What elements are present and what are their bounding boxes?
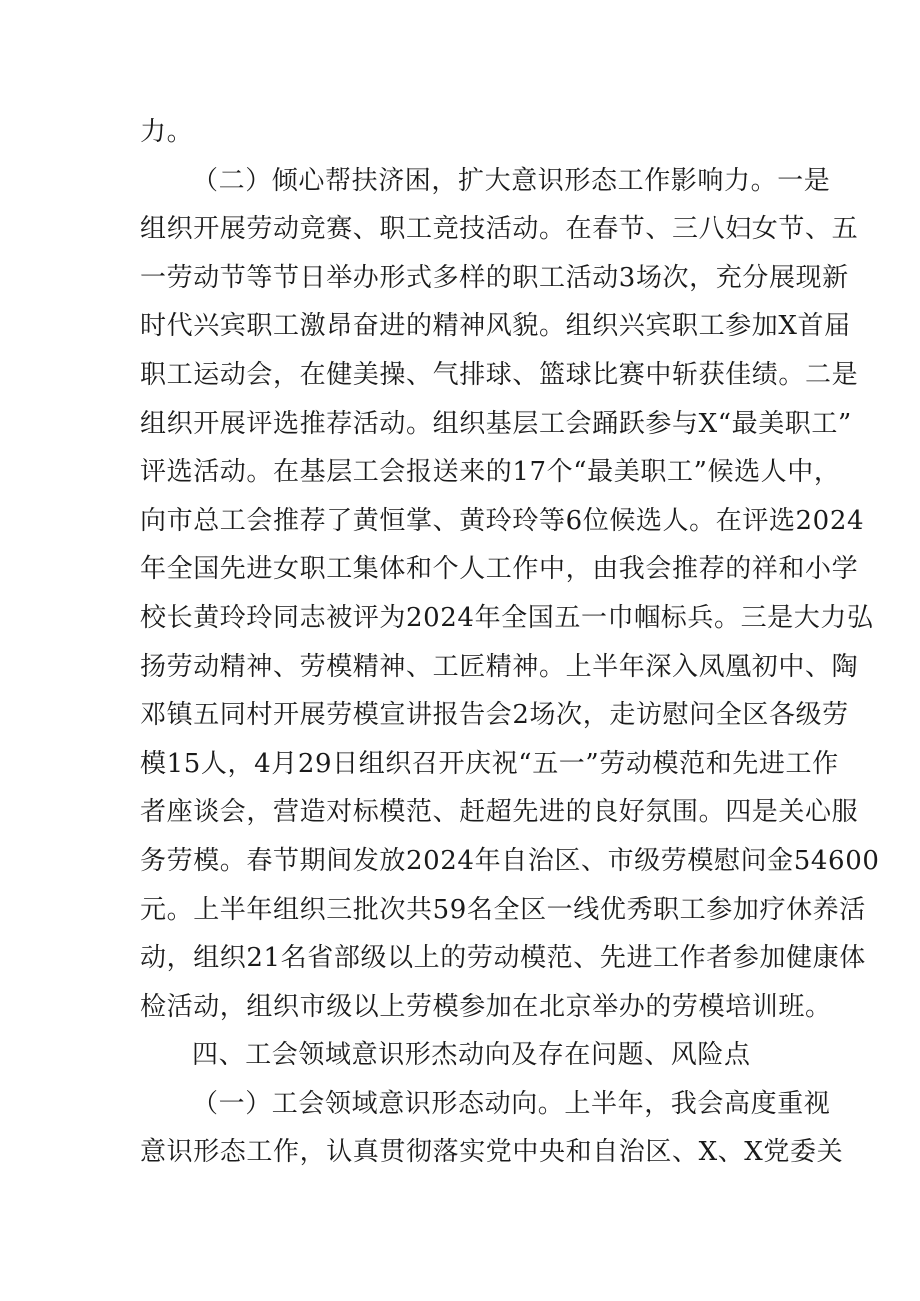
paragraph-start-line: （二）倾心帮扶济困，扩大意识形态工作影响力。一是 bbox=[192, 165, 831, 196]
text-line: 职工运动会，在健美操、气排球、篮球比赛中斩获佳绩。二是 bbox=[140, 359, 859, 390]
document-body bbox=[140, 108, 880, 1177]
text-line: 时代兴宾职工激昂奋进的精神风貌。组织兴宾职工参加X首届 bbox=[140, 311, 851, 342]
text-line: 模15人，4月29日组织召开庆祝“五一”劳动模范和先进工作 bbox=[140, 748, 839, 779]
text-line: 元。上半年组织三批次共59名全区一线优秀职工参加疗休养活 bbox=[140, 894, 866, 925]
text-line: 校长黄玲玲同志被评为2024年全国五一巾帼标兵。三是大力弘 bbox=[140, 602, 874, 633]
text-line: 务劳模。春节期间发放2024年自治区、市级劳模慰问金54600 bbox=[140, 845, 880, 876]
text-line: 组织开展评选推荐活动。组织基层工会踊跃参与X“最美职工” bbox=[140, 408, 852, 439]
text-line: 力。 bbox=[140, 117, 194, 147]
paragraph-start-line: （一）工会领域意识形态动向。上半年，我会高度重视 bbox=[192, 1088, 831, 1119]
text-line: 邓镇五同村开展劳模宣讲报告会2场次，走访慰问全区各级劳 bbox=[140, 700, 849, 731]
text-line: 组织开展劳动竞赛、职工竞技活动。在春节、三八妇女节、五 bbox=[140, 214, 859, 245]
section-heading: 四、工会领域意识形杰动向及存在问题、风险点 bbox=[192, 1040, 751, 1071]
text-line: 意识形态工作，认真贯彻落实党中央和自治区、X、X党委关 bbox=[140, 1137, 844, 1168]
text-line: 检活动，组织市级以上劳模参加在北京举办的劳模培训班。 bbox=[140, 991, 832, 1022]
text-line: 扬劳动精神、劳模精神、工匠精神。上半年深入凤凰初中、陶 bbox=[140, 651, 859, 682]
text-line: 一劳动节等节日举办形式多样的职工活动3场次，充分展现新 bbox=[140, 262, 849, 293]
text-line: 评选活动。在基层工会报送来的17个“最美职工”候选人中， bbox=[140, 457, 841, 488]
text-line: 向市总工会推荐了黄恒掌、黄玲玲等6位候选人。在评选2024 bbox=[140, 505, 865, 536]
text-line: 动，组织21名省部级以上的劳动模范、先进工作者参加健康体 bbox=[140, 943, 866, 974]
text-line: 年全国先进女职工集体和个人工作中，由我会推荐的祥和小学 bbox=[140, 554, 859, 585]
text-line: 者座谈会，营造对标模范、赶超先进的良好氛围。四是关心服 bbox=[140, 797, 859, 828]
